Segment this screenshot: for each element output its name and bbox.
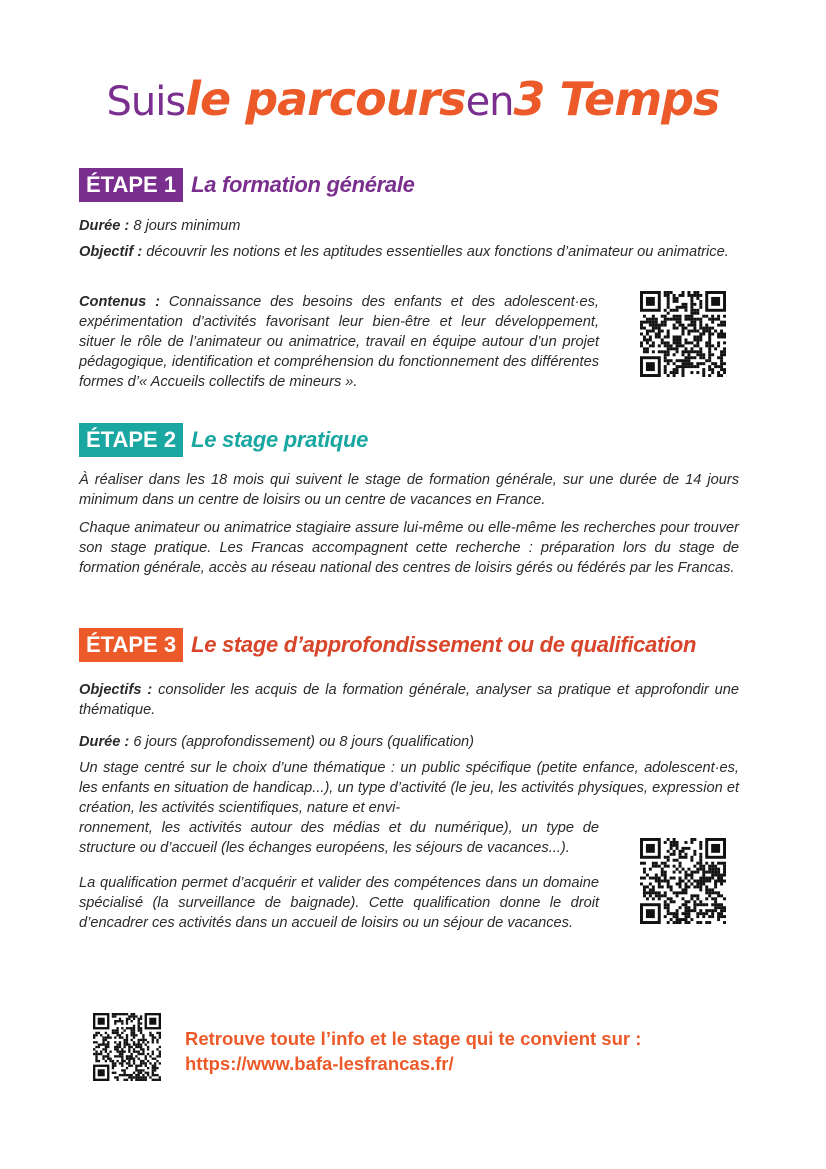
duree-text: 6 jours (approfondissement) ou 8 jours (qualification) xyxy=(129,734,475,750)
etape-1-objectif xyxy=(79,242,739,262)
etape-2-title: Le stage pratique xyxy=(191,427,369,452)
objectif-text: découvrir les notions et les aptitudes essentielles aux fonctions d’animateur ou animatrice. xyxy=(142,244,729,260)
objectif-label: Objectif : xyxy=(79,244,143,260)
qr-code-footer-icon[interactable] xyxy=(93,1013,161,1081)
footer-url-link[interactable]: https://www.bafa-lesfrancas.fr/ xyxy=(185,1053,454,1074)
etape-3-stage-paragraph-a: Un stage centré sur le choix d’une thématique : un public spécifique (petite enfance, adolescent·es, les enfants en situation de handicap...), un type d’activité (le jeu, les activités physiques, expression et création, les activités scientifiques, nature et envi- xyxy=(79,760,739,816)
title-part-1: Suis xyxy=(106,79,186,125)
etape-3-badge: ÉTAPE 3 xyxy=(79,628,183,662)
page-title xyxy=(0,72,826,126)
objectifs-label: Objectifs : xyxy=(79,682,153,698)
contenus-text: Connaissance des besoins des enfants et des adolescent·es, expérimentation d’activités favorisant leur bien-être et leur développement, situer le rôle de l’animateur ou animatrice, travail en équipe autour d’un projet pédagogique, identification et compréhension du fonctionnement des différentes formes d’« Accueils collectifs de mineurs ». xyxy=(79,294,599,390)
contenus-label: Contenus : xyxy=(79,294,160,310)
etape-1-badge: ÉTAPE 1 xyxy=(79,168,183,202)
footer-line-1: Retrouve toute l’info et le stage qui te convient sur : xyxy=(185,1028,642,1049)
objectifs-text: consolider les acquis de la formation générale, analyser sa pratique et approfondir une thématique. xyxy=(79,682,740,718)
etape-3-qualification-paragraph: La qualification permet d’acquérir et valider des compétences dans un domaine spécialisé (la surveillance de baignade). Cette qualification donne le droit d’encadrer ces activités dans un accueil de loisirs ou un séjour de vacances. xyxy=(79,875,599,931)
etape-1-duree xyxy=(79,216,739,236)
etape-1-heading xyxy=(79,168,415,202)
duree-label: Durée : xyxy=(79,218,130,234)
duree-text: 8 jours minimum xyxy=(129,218,241,234)
etape-3-duree xyxy=(79,732,739,752)
etape-3-title: Le stage d’approfondissement ou de qualification xyxy=(191,632,697,657)
qr-code-etape-3-icon[interactable] xyxy=(640,838,726,924)
etape-1-contenus xyxy=(79,292,599,392)
title-part-3: en xyxy=(465,79,514,125)
etape-2-badge: ÉTAPE 2 xyxy=(79,423,183,457)
etape-2-paragraph-1: À réaliser dans les 18 mois qui suivent le stage de formation générale, sur une durée de 14 jours minimum dans un centre de loisirs ou un centre de vacances en France. xyxy=(79,472,739,508)
title-part-4: 3 Temps xyxy=(513,72,720,126)
etape-3-stage-paragraph-b: ronnement, les activités autour des médias et du numérique), un type de structure ou d’accueil (les échanges européens, les séjours de vacances...). xyxy=(79,820,599,856)
etape-2-paragraph-2: Chaque animateur ou animatrice stagiaire assure lui-même ou elle-même les recherches pour trouver son stage pratique. Les Francas accompagnent cette recherche : préparation lors du stage de formation générale, accès au réseau national des centres de loisirs gérés ou fédérés par les Francas. xyxy=(79,520,739,576)
footer-cta xyxy=(185,1026,641,1076)
title-part-2: le parcours xyxy=(185,72,466,126)
etape-1-title: La formation générale xyxy=(191,172,415,197)
etape-2-heading xyxy=(79,423,368,457)
etape-3-heading xyxy=(79,628,696,662)
etape-3-objectifs xyxy=(79,680,739,720)
qr-code-etape-1-icon[interactable] xyxy=(640,291,726,377)
duree-label: Durée : xyxy=(79,734,130,750)
